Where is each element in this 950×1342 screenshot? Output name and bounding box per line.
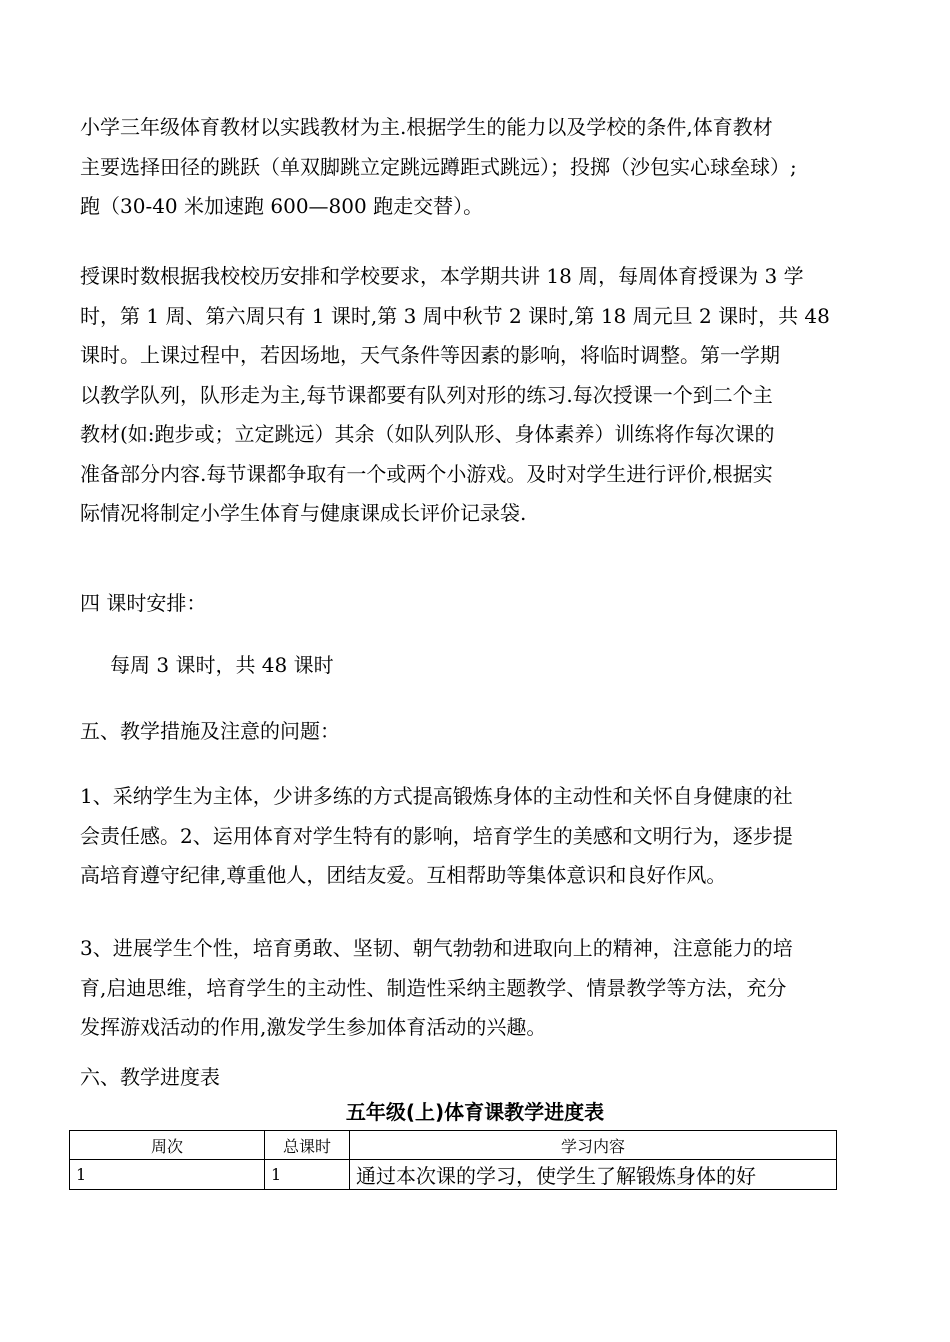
text-line: 高培育遵守纪律,尊重他人，团结友爱。互相帮助等集体意识和良好作风。 <box>80 863 727 887</box>
section-heading-six <box>80 1058 870 1098</box>
table-header-row <box>70 1131 837 1160</box>
table-row <box>70 1160 837 1190</box>
text-line: 会责任感。2、运用体育对学生特有的影响，培育学生的美感和文明行为，逐步提 <box>80 823 793 848</box>
paragraph-teaching-materials <box>80 108 870 227</box>
text-line: 每周 3 课时，共 48 课时 <box>110 653 334 677</box>
schedule-table <box>69 1130 837 1190</box>
section-heading-five <box>80 712 870 752</box>
cell-week: 1 <box>70 1160 265 1190</box>
heading-text: 五、教学措施及注意的问题： <box>80 719 340 743</box>
column-header-week: 周次 <box>70 1131 265 1160</box>
cell-content: 通过本次课的学习，使学生了解锻炼身体的好 <box>350 1160 837 1190</box>
text-line: 主要选择田径的跳跃（单双脚跳立定跳远蹲距式跳远）；投掷（沙包实心球垒球）; <box>80 154 797 179</box>
heading-text: 六、教学进度表 <box>80 1065 220 1089</box>
column-header-total-hours: 总课时 <box>265 1131 350 1160</box>
text-line: 小学三年级体育教材以实践教材为主.根据学生的能力以及学校的条件,体育教材 <box>80 115 773 139</box>
text-line: 际情况将制定小学生体育与健康课成长评价记录袋. <box>80 501 527 525</box>
paragraph-weekly-hours <box>110 646 900 686</box>
text-line: 跑（30-40 米加速跑 600—800 跑走交替）。 <box>80 194 484 218</box>
text-line: 育,启迪思维，培育学生的主动性、制造性采纳主题教学、情景教学等方法，充分 <box>80 975 787 1000</box>
heading-text: 四 课时安排： <box>80 591 207 615</box>
paragraph-measures-1-2 <box>80 777 870 896</box>
text-line: 授课时数根据我校校历安排和学校要求，本学期共讲 18 周，每周体育授课为 3 学 <box>80 264 804 288</box>
column-header-content: 学习内容 <box>350 1131 837 1160</box>
text-line: 教材(如:跑步或；立定跳远）其余（如队列队形、身体素养）训练将作每次课的 <box>80 422 775 446</box>
text-line: 时，第 1 周、第六周只有 1 课时,第 3 周中秋节 2 课时,第 18 周元旦 2 课时，共 48 <box>80 303 830 328</box>
text-line: 3、进展学生个性，培育勇敢、坚韧、朝气勃勃和进取向上的精神，注意能力的培 <box>80 936 793 960</box>
section-heading-four <box>80 584 870 624</box>
paragraph-measures-3 <box>80 929 870 1048</box>
text-line: 发挥游戏活动的作用,激发学生参加体育活动的兴趣。 <box>80 1015 547 1039</box>
cell-total-hours: 1 <box>265 1160 350 1190</box>
text-line: 课时。上课过程中，若因场地，天气条件等因素的影响，将临时调整。第一学期 <box>80 343 780 367</box>
text-line: 1、采纳学生为主体，少讲多练的方式提高锻炼身体的主动性和关怀自身健康的社 <box>80 784 793 808</box>
text-line: 准备部分内容.每节课都争取有一个或两个小游戏。及时对学生进行评价,根据实 <box>80 461 773 486</box>
text-line: 以教学队列，队形走为主,每节课都要有队列对形的练习.每次授课一个到二个主 <box>80 382 773 407</box>
paragraph-class-hours <box>80 257 870 534</box>
schedule-table-title: 五年级(上)体育课教学进度表 <box>345 1100 605 1124</box>
